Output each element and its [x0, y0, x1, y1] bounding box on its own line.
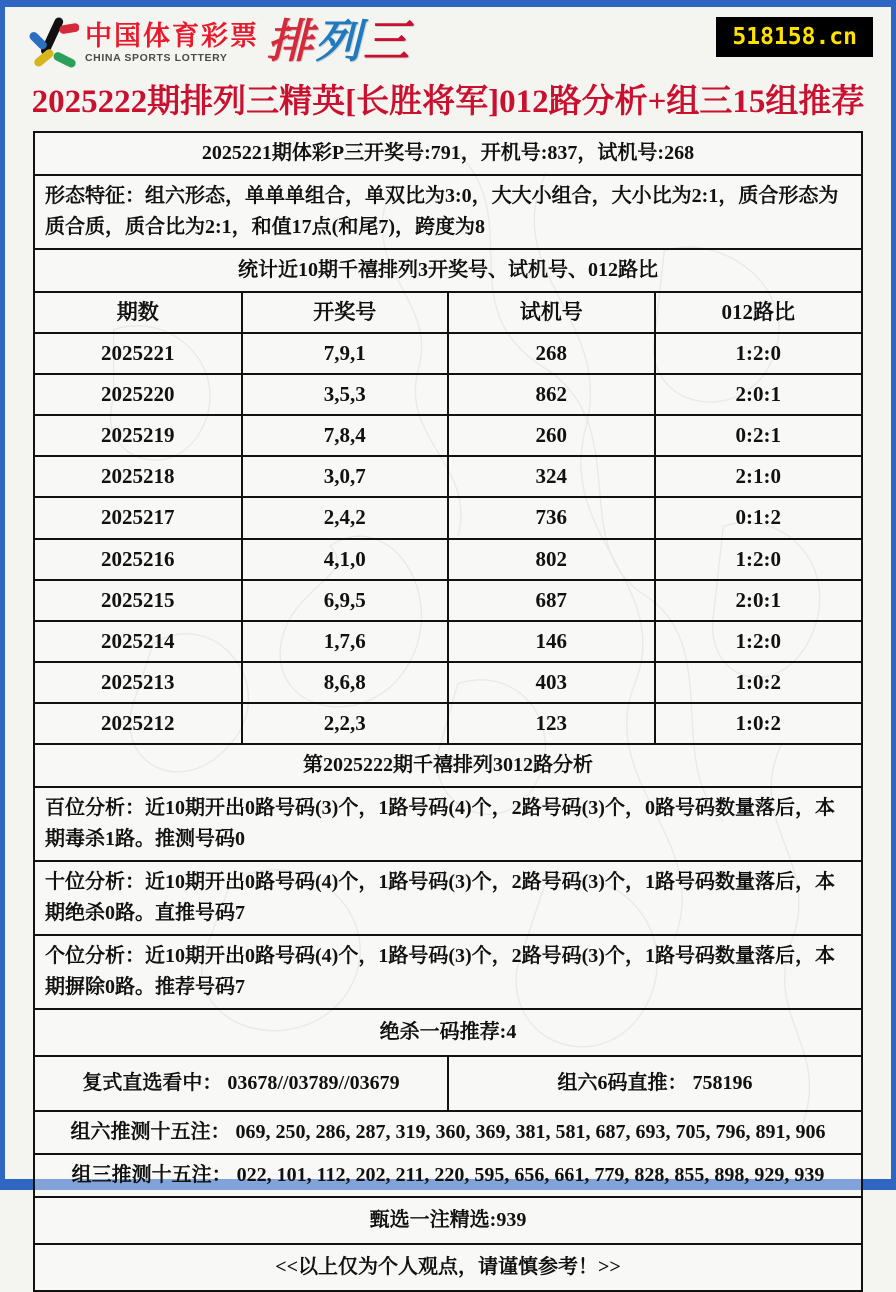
table-cell: 8,6,8 — [242, 662, 449, 703]
table-cell: 6,9,5 — [242, 580, 449, 621]
table-header-row — [35, 293, 861, 333]
table-cell: 3,5,3 — [242, 374, 449, 415]
table-cell: 1:2:0 — [655, 539, 862, 580]
history-table-title: 统计近10期千禧排列3开奖号、试机号、012路比 — [35, 250, 861, 293]
table-cell: 1:2:0 — [655, 621, 862, 662]
table-row — [35, 621, 861, 662]
table-cell: 0:2:1 — [655, 415, 862, 456]
table-cell: 403 — [448, 662, 655, 703]
table-cell: 1:0:2 — [655, 703, 862, 744]
table-row — [35, 703, 861, 744]
col-header-012-ratio: 012路比 — [655, 293, 862, 333]
pailie3-char-3: 三 — [363, 15, 411, 67]
table-cell: 0:1:2 — [655, 497, 862, 538]
table-row — [35, 539, 861, 580]
logo-text — [85, 22, 259, 64]
table-row — [35, 374, 861, 415]
pailie3-char-1: 排 — [267, 15, 315, 67]
analysis-section-title: 第2025222期千禧排列3012路分析 — [35, 745, 861, 788]
table-cell: 2025219 — [35, 415, 242, 456]
table-cell: 2025217 — [35, 497, 242, 538]
duplex-direct-pick: 复式直选看中： 03678//03789//03679 — [35, 1057, 449, 1110]
sports-lottery-logo-icon — [29, 17, 79, 69]
table-row — [35, 333, 861, 374]
table-cell: 7,9,1 — [242, 333, 449, 374]
page-title: 2025222期排列三精英[长胜将军]012路分析+组三15组推荐 — [31, 84, 865, 120]
table-cell: 324 — [448, 456, 655, 497]
disclaimer: <<以上仅为个人观点，请谨慎参考！>> — [275, 1256, 621, 1279]
pailie3-wordmark — [267, 15, 411, 67]
kill-one-recommendation: 绝杀一码推荐:4 — [35, 1010, 861, 1057]
table-cell: 2:1:0 — [655, 456, 862, 497]
history-table-head — [35, 293, 861, 333]
units-analysis: 个位分析：近10期开出0路号码(4)个，1路号码(3)个，2路号码(3)个，1路号码数量落后，本期摒除0路。推荐号码7 — [35, 936, 861, 1010]
table-cell: 2,2,3 — [242, 703, 449, 744]
table-cell: 146 — [448, 621, 655, 662]
selected-one-pick: 甄选一注精选:939 — [35, 1198, 861, 1245]
content-box — [33, 131, 863, 1292]
table-cell: 260 — [448, 415, 655, 456]
pattern-feature: 形态特征：组六形态，单单单组合，单双比为3:0，大大小组合，大小比为2:1，质合形态为质合质，质合比为2:1，和值17点(和尾7)，跨度为8 — [35, 176, 861, 250]
last-draw-result: 2025221期体彩P三开奖号:791，开机号:837，试机号:268 — [35, 133, 861, 176]
logo-english-name: CHINA SPORTS LOTTERY — [85, 51, 228, 64]
pailie3-char-2: 列 — [315, 15, 363, 67]
history-table-body — [35, 333, 861, 744]
table-cell: 2025213 — [35, 662, 242, 703]
table-cell: 2:0:1 — [655, 580, 862, 621]
table-cell: 2025214 — [35, 621, 242, 662]
table-row — [35, 497, 861, 538]
history-table — [35, 293, 861, 745]
page-header — [5, 7, 891, 69]
hundreds-analysis: 百位分析：近10期开出0路号码(3)个，1路号码(4)个，2路号码(3)个，0路号码数量落后，本期毒杀1路。推测号码0 — [35, 788, 861, 862]
table-cell: 2:0:1 — [655, 374, 862, 415]
logo-chinese-name: 中国体育彩票 — [85, 21, 259, 52]
col-header-period: 期数 — [35, 293, 242, 333]
table-cell: 1:2:0 — [655, 333, 862, 374]
table-cell: 1,7,6 — [242, 621, 449, 662]
table-cell: 2025221 — [35, 333, 242, 374]
table-cell: 2025216 — [35, 539, 242, 580]
tens-analysis: 十位分析：近10期开出0路号码(4)个，1路号码(3)个，2路号码(3)个，1路号码数量落后，本期绝杀0路。直推号码7 — [35, 862, 861, 936]
table-cell: 802 — [448, 539, 655, 580]
table-row — [35, 456, 861, 497]
table-cell: 4,1,0 — [242, 539, 449, 580]
table-row — [35, 415, 861, 456]
table-row — [35, 580, 861, 621]
table-cell: 2025220 — [35, 374, 242, 415]
table-cell: 687 — [448, 580, 655, 621]
table-cell: 2025212 — [35, 703, 242, 744]
table-cell: 123 — [448, 703, 655, 744]
table-cell: 862 — [448, 374, 655, 415]
table-cell: 1:0:2 — [655, 662, 862, 703]
col-header-test-number: 试机号 — [448, 293, 655, 333]
site-url-badge[interactable]: 518158.cn — [716, 17, 873, 57]
group6-direct-pick: 组六6码直推： 758196 — [557, 1072, 753, 1095]
table-cell: 2025215 — [35, 580, 242, 621]
table-cell: 2,4,2 — [242, 497, 449, 538]
table-cell: 7,8,4 — [242, 415, 449, 456]
table-cell: 736 — [448, 497, 655, 538]
group3-fifteen-picks: 组三推测十五注： 022, 101, 112, 202, 211, 220, 595, 656, 661, 779, 828, 855, 898, 929, 939 — [35, 1155, 861, 1198]
col-header-draw-number: 开奖号 — [242, 293, 449, 333]
table-cell: 2025218 — [35, 456, 242, 497]
table-cell: 268 — [448, 333, 655, 374]
table-row — [35, 662, 861, 703]
table-cell: 3,0,7 — [242, 456, 449, 497]
duplex-row — [35, 1057, 861, 1112]
group6-fifteen-picks: 组六推测十五注： 069, 250, 286, 287, 319, 360, 369, 381, 581, 687, 693, 705, 796, 891, 906 — [35, 1112, 861, 1155]
